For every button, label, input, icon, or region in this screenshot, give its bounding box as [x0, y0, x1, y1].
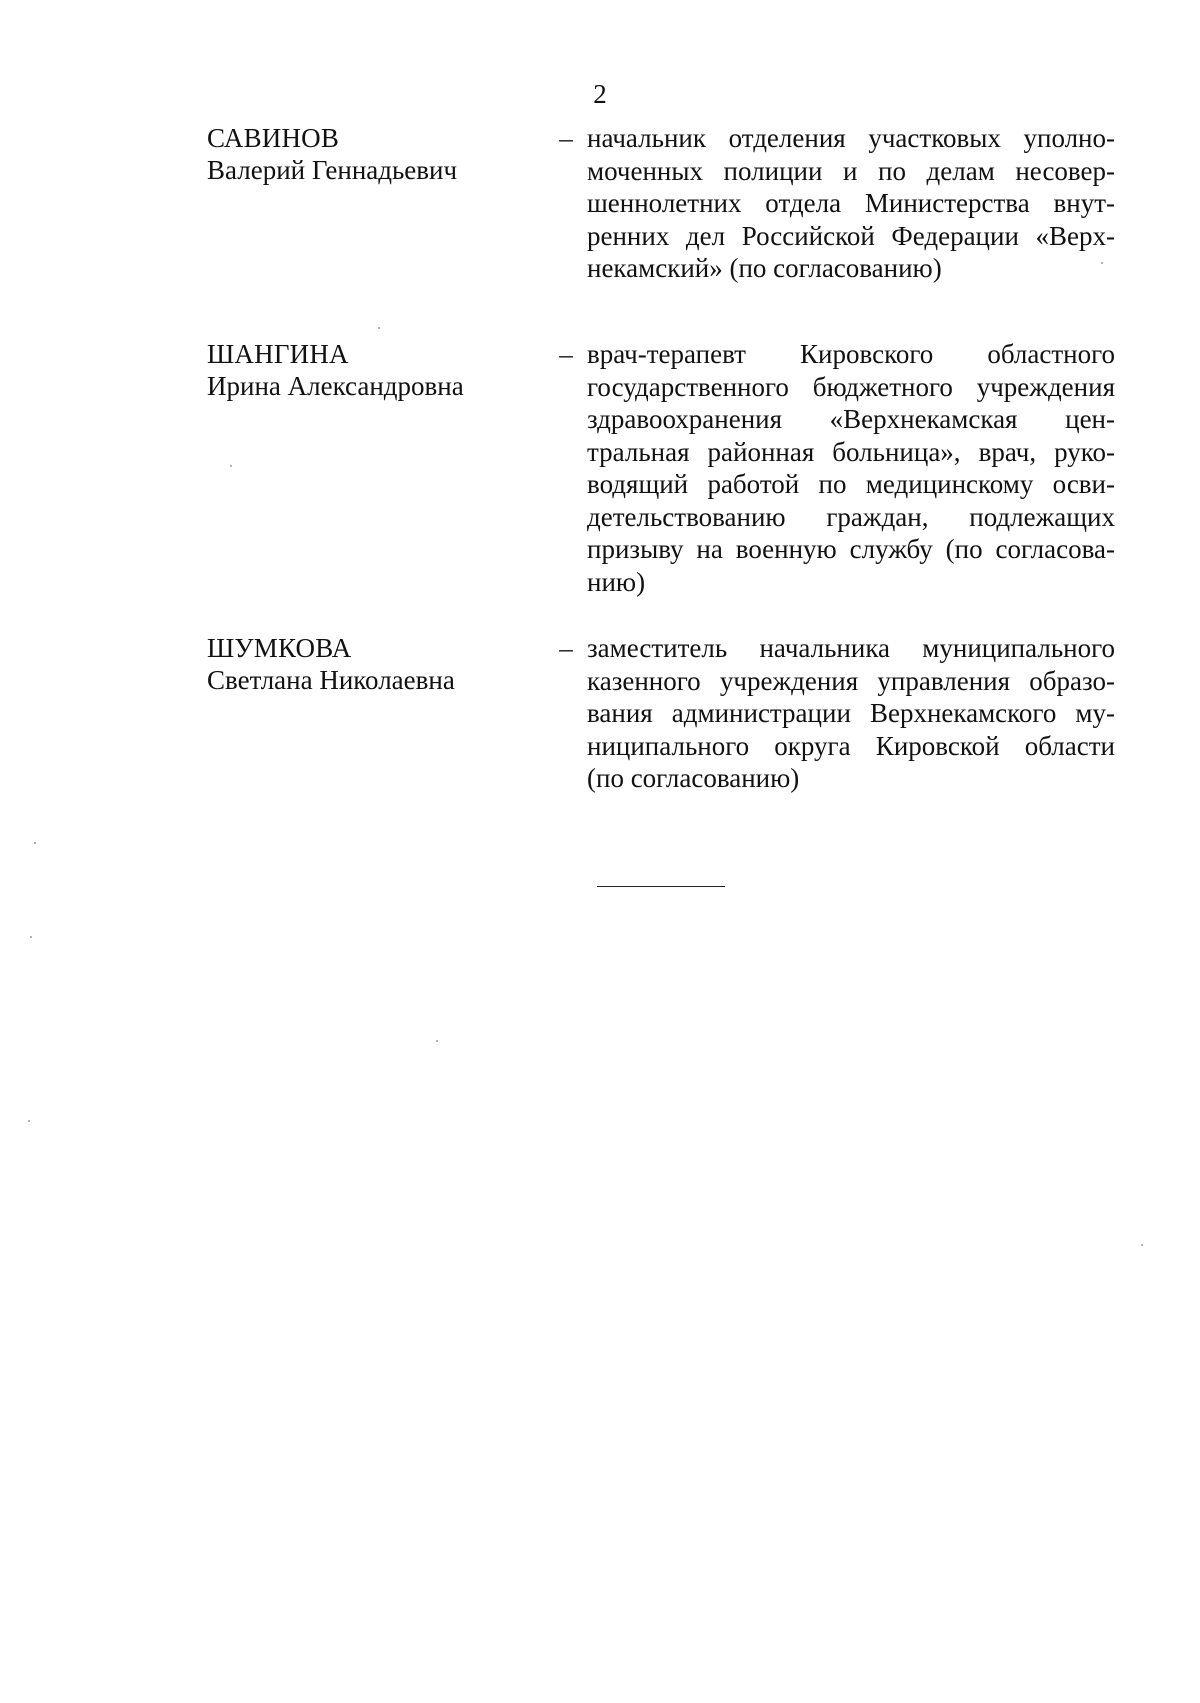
position-line: государственного бюджетного учреждения [587, 371, 1115, 402]
position-line: ренних дел Российской Федерации «Верх- [587, 220, 1115, 251]
scan-speck [1141, 1244, 1143, 1246]
member-position [587, 338, 1115, 598]
member-position [587, 632, 1115, 795]
member-name [207, 338, 537, 402]
scan-speck [436, 1040, 438, 1042]
scan-speck [378, 327, 380, 329]
position-line: заместитель начальника муниципального [587, 633, 1115, 663]
dash-separator: – [559, 123, 573, 153]
position-line: начальник отделения участковых уполно- [587, 123, 1115, 153]
position-line: моченных полиции и по делам несовер- [587, 155, 1115, 186]
scan-speck [34, 842, 36, 844]
position-line: тральная районная больница», врач, руко- [587, 436, 1115, 467]
member-surname: ШАНГИНА [207, 339, 349, 369]
position-line: казенного учреждения управления образо- [587, 665, 1115, 696]
member-name [207, 122, 537, 186]
position-line: шеннолетних отдела Министерства внут- [587, 188, 1115, 218]
member-given-names: Светлана Николаевна [207, 665, 455, 695]
member-given-names: Ирина Александровна [207, 371, 464, 401]
position-line: призыву на военную службу (по согласова- [587, 534, 1115, 564]
end-of-list-rule [597, 886, 725, 887]
position-line: водящий работой по медицинскому осви- [587, 469, 1115, 499]
position-line: врач-терапевт Кировского областного [587, 339, 1115, 369]
member-surname: САВИНОВ [207, 123, 340, 153]
scan-speck [30, 936, 32, 938]
member-given-names: Валерий Геннадьевич [207, 155, 458, 185]
position-line: (по согласованию) [587, 763, 800, 793]
position-line: вания администрации Верхнекамского му- [587, 698, 1115, 728]
position-line: ниципального округа Кировской области [587, 730, 1115, 761]
member-name [207, 632, 537, 696]
dash-separator: – [559, 633, 573, 663]
scan-speck [230, 465, 232, 467]
dash-separator: – [559, 339, 573, 369]
position-line: здравоохранения «Верхнекамская цен- [587, 404, 1115, 434]
position-line: нию) [587, 566, 646, 597]
member-surname: ШУМКОВА [207, 633, 352, 663]
member-position [587, 122, 1115, 285]
page-number: 2 [593, 79, 607, 109]
position-line: некамский» (по согласованию) [587, 253, 942, 283]
scan-speck [1101, 262, 1103, 264]
scan-speck [28, 1120, 30, 1122]
position-line: детельствованию граждан, подлежащих [587, 501, 1115, 532]
